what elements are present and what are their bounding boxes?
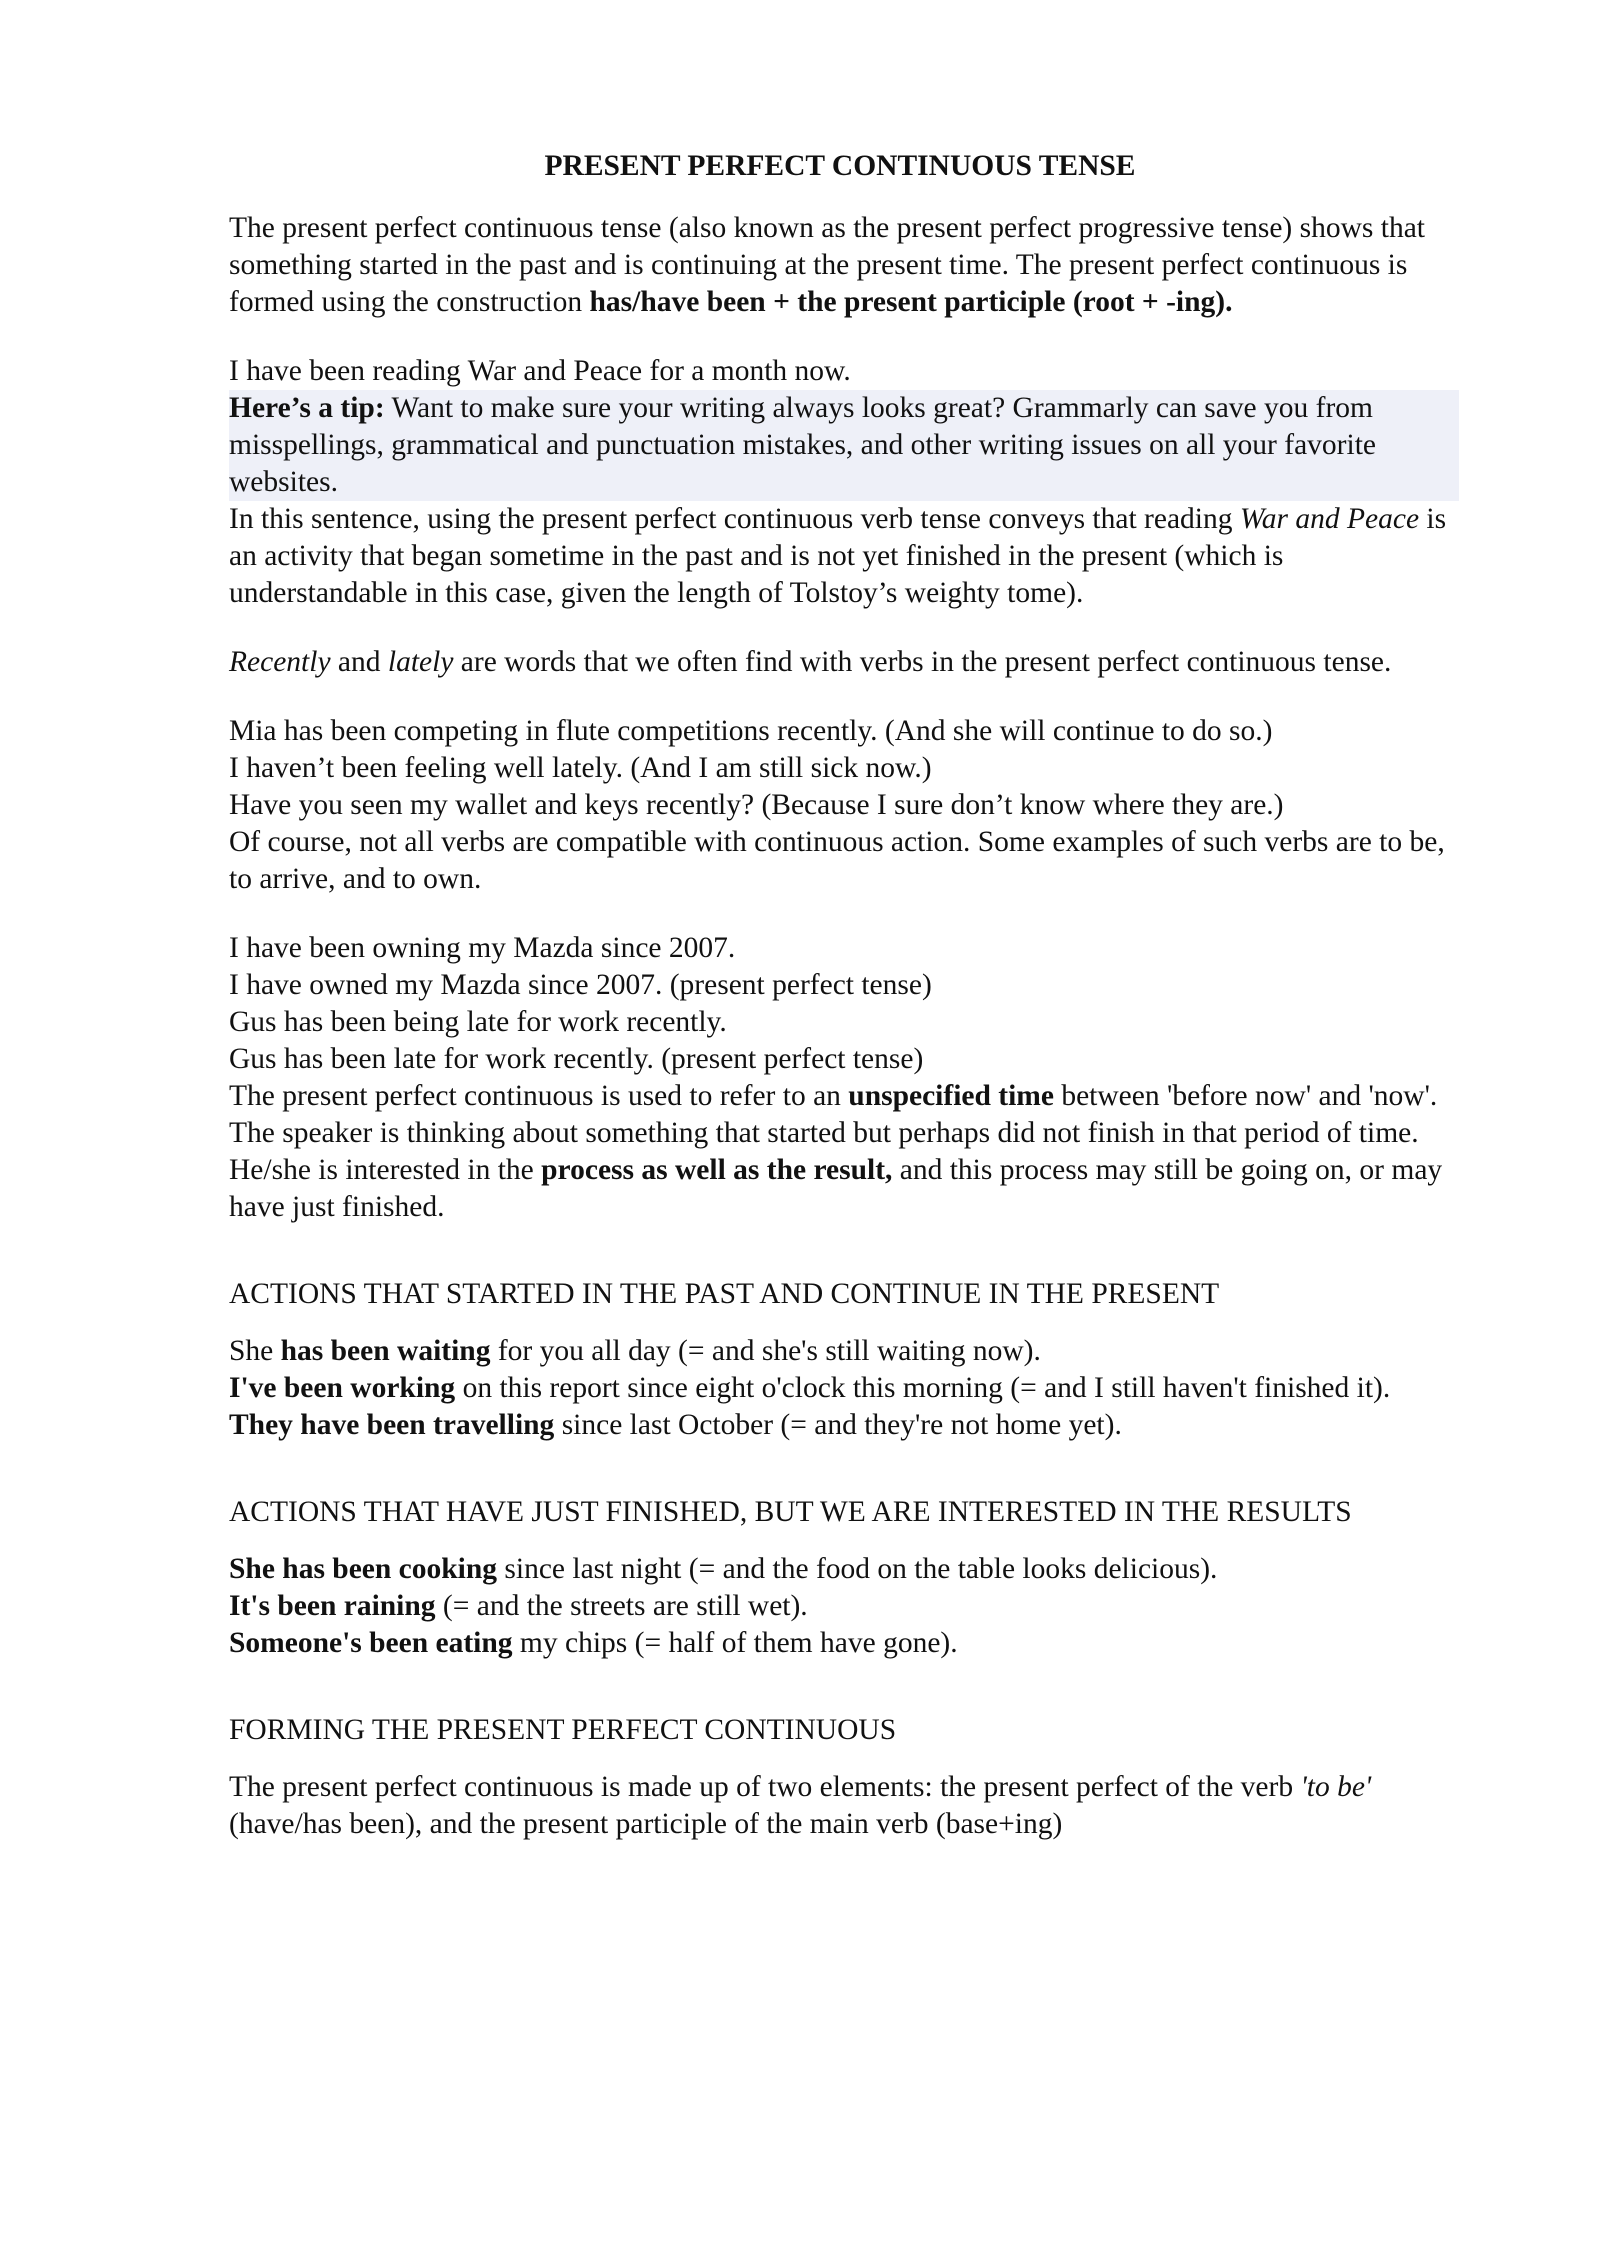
explain-paragraph [229,501,1451,612]
examples-group-3 [229,930,1451,1226]
example-line: I haven’t been feeling well lately. (And I am still sick now.) [229,752,932,784]
intro-text: The present perfect continuous tense (also known as the present perfect progressive tense) shows that something started in the past and is continuing at the present time. The present perfect continuous is formed using the construction [229,212,1426,318]
intro-formula: has/have been + the present participle (root + -ing). [589,286,1233,318]
explain-text-2: is an activity that began sometime in the past and is not yet finished in the present (which is understandable in this case, given the length of Tolstoy’s weighty tome). [229,503,1447,609]
example-line: Mia has been competing in flute competitions recently. (And she will continue to do so.) [229,715,1273,747]
tip-text: Want to make sure your writing always looks great? Grammarly can save you from misspellings, grammatical and punctuation mistakes, and other writing issues on all your favorite websites. [229,392,1376,498]
line-bold: They have been travelling [229,1409,555,1441]
example-line: Gus has been late for work recently. (present perfect tense) [229,1043,924,1075]
unspecified-paragraph [229,1078,1451,1226]
tip-label: Here’s a tip: [229,392,385,424]
tip-box [229,390,1459,501]
recently-and: and [330,646,388,678]
document-title: PRESENT PERFECT CONTINUOUS TENSE [544,150,1136,182]
section-1-examples [229,1333,1451,1444]
explain-text-1: In this sentence, using the present perfect continuous verb tense conveys that reading [229,503,1240,535]
unspecified-bold-1: unspecified time [848,1080,1054,1112]
section-2-line [229,1588,1451,1625]
unspecified-text-1: The present perfect continuous is used to refer to an [229,1080,849,1112]
line-text: since last October (= and they're not home yet). [554,1409,1122,1441]
section-2-line [229,1551,1451,1588]
line-text: since last night (= and the food on the table looks delicious). [497,1553,1218,1585]
section-1-line [229,1370,1451,1407]
section-2-line [229,1625,1451,1662]
line-text: (= and the streets are still wet). [435,1590,808,1622]
section-heading-2: ACTIONS THAT HAVE JUST FINISHED, BUT WE ARE INTERESTED IN THE RESULTS [229,1496,1352,1528]
line-bold: Someone's been eating [229,1627,513,1659]
lately-word: lately [387,646,454,678]
line-text: She [229,1335,281,1367]
forming-text-1: The present perfect continuous is made up of two elements: the present perfect of the verb [229,1771,1301,1803]
section-2-examples [229,1551,1451,1662]
forming-text-2: (have/has been), and the present participle of the main verb (base+ing) [229,1808,1063,1840]
line-text: on this report since eight o'clock this morning (= and I still haven't finished it). [455,1372,1391,1404]
recently-paragraph [229,644,1451,681]
section-heading-1: ACTIONS THAT STARTED IN THE PAST AND CONTINUE IN THE PRESENT [229,1278,1220,1310]
explain-book-title: War and Peace [1239,503,1420,535]
recently-word: Recently [229,646,331,678]
line-bold: has been waiting [280,1335,491,1367]
forming-italic: 'to be' [1300,1771,1372,1803]
line-text: my chips (= half of them have gone). [512,1627,958,1659]
example-war-and-peace: I have been reading War and Peace for a month now. [229,355,851,387]
unspecified-text-3: and this process may still be going on, or may have just finished. [229,1154,1443,1223]
examples-group-2 [229,713,1451,898]
line-text: for you all day (= and she's still waiting now). [490,1335,1041,1367]
section-1-line [229,1333,1451,1370]
document-body [229,148,1451,1843]
line-bold: It's been raining [229,1590,436,1622]
example-line: I have owned my Mazda since 2007. (present perfect tense) [229,969,932,1001]
section-heading-3: FORMING THE PRESENT PERFECT CONTINUOUS [229,1714,897,1746]
example-line: Have you seen my wallet and keys recently? (Because I sure don’t know where they are.) [229,789,1284,821]
forming-paragraph [229,1769,1451,1843]
section-1-line [229,1407,1451,1444]
line-bold: I've been working [229,1372,456,1404]
line-bold: She has been cooking [229,1553,498,1585]
example-line: I have been owning my Mazda since 2007. [229,932,736,964]
intro-paragraph [229,210,1451,321]
unspecified-bold-2: process as well as the result, [541,1154,893,1186]
recently-text: are words that we often find with verbs in the present perfect continuous tense. [453,646,1392,678]
example-line: Of course, not all verbs are compatible with continuous action. Some examples of such verbs are to be, to arrive, and to own. [229,826,1445,895]
unspecified-text-2: between 'before now' and 'now'. The speaker is thinking about something that started but perhaps did not finish in that period of time. He/she is interested in the [229,1080,1438,1186]
example-line: Gus has been being late for work recently. [229,1006,727,1038]
